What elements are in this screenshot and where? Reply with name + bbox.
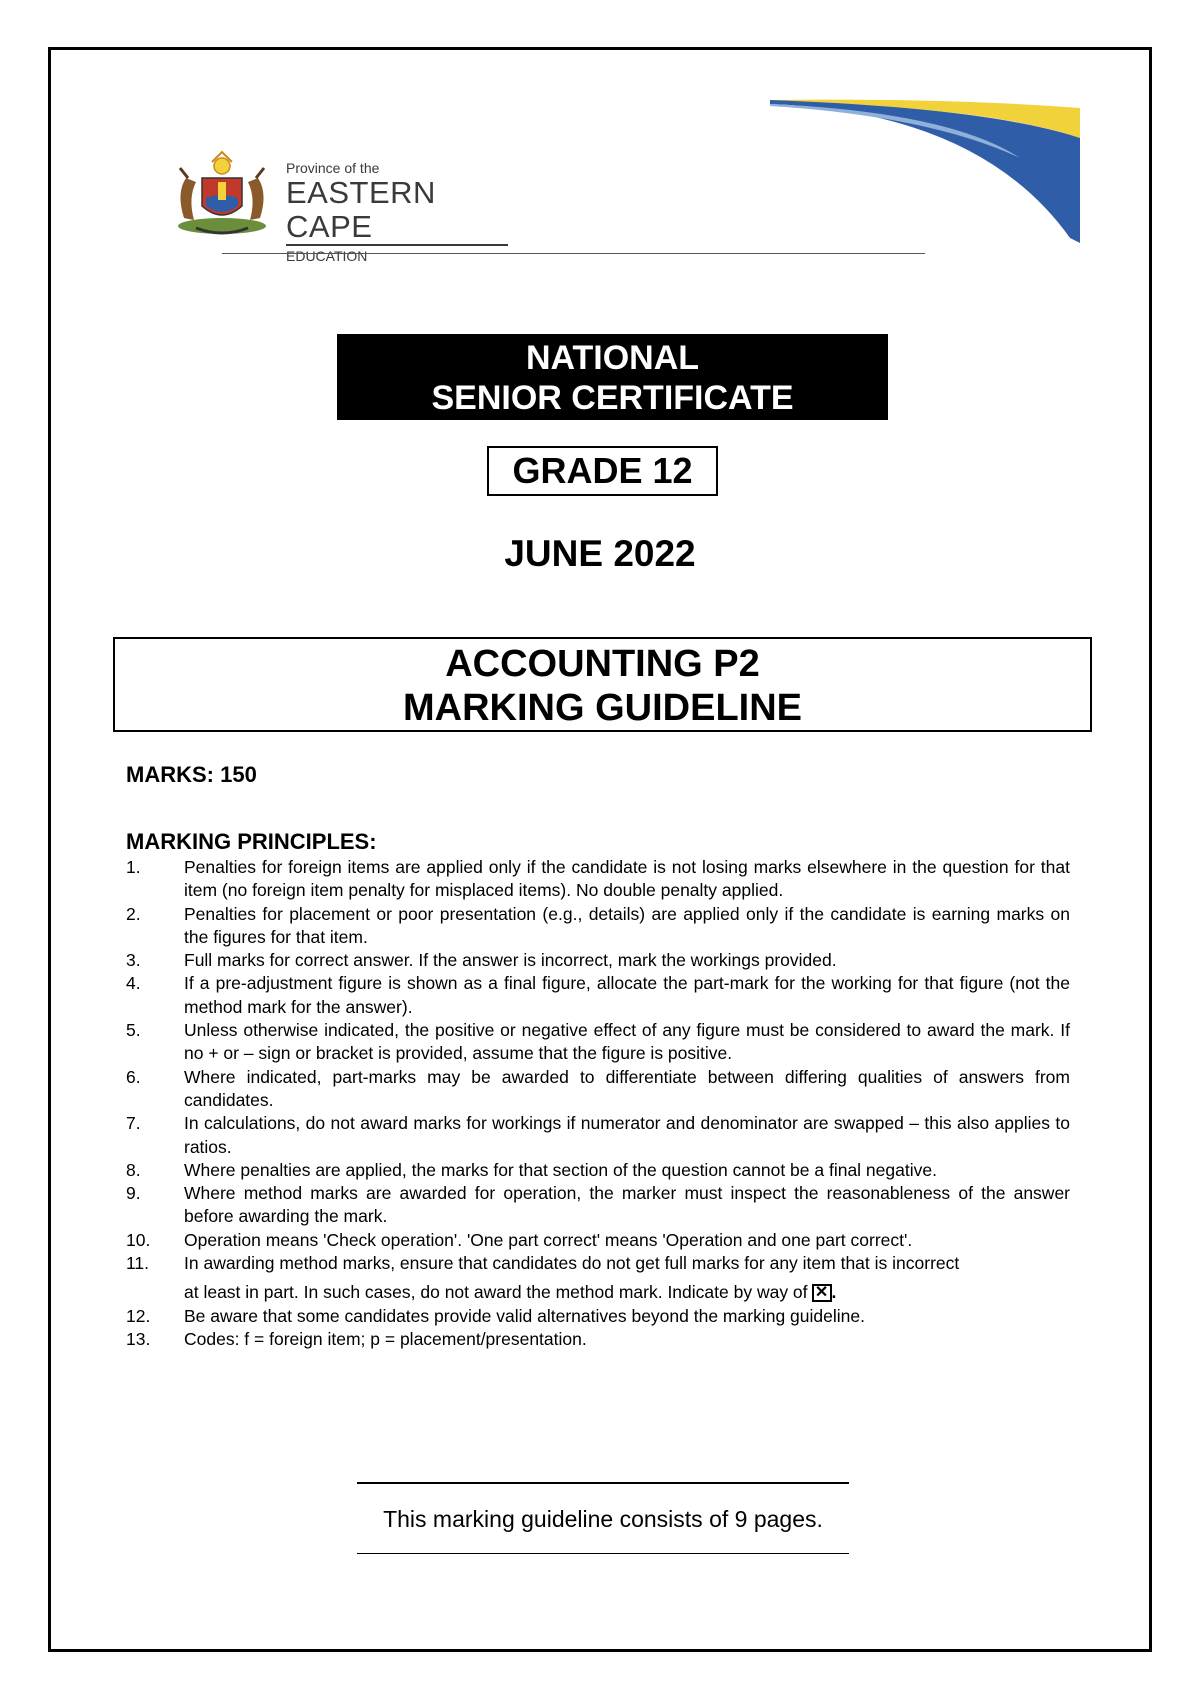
eastern-cape-logo — [166, 148, 511, 264]
principle-text: Full marks for correct answer. If the answer is incorrect, mark the workings provided. — [184, 950, 837, 971]
principle-item — [126, 972, 1070, 1019]
principle-text: Penalties for foreign items are applied only if the candidate is not losing marks elsewhere in the question for that item (no foreign item penalty for misplaced items). No double penalty applied. — [184, 857, 1070, 901]
principle-item — [126, 1305, 1070, 1328]
logo-province-text: Province of the — [286, 160, 380, 176]
subject-title-box — [113, 637, 1092, 732]
principle-text: Where indicated, part-marks may be awarded to differentiate between differing qualities of answers from candidates. — [184, 1066, 1070, 1110]
principle-item — [126, 903, 1070, 950]
principle-text: Codes: f = foreign item; p = placement/presentation. — [184, 1328, 587, 1349]
principle-text: Be aware that some candidates provide valid alternatives beyond the marking guideline. — [184, 1305, 865, 1326]
principle-number: 2. — [126, 903, 141, 924]
principle-item — [126, 1066, 1070, 1113]
principle-number: 13. — [126, 1328, 151, 1349]
subject-line-1: ACCOUNTING P2 — [445, 643, 760, 685]
principle-item — [126, 1252, 1070, 1305]
principle-item — [126, 1229, 1070, 1252]
principle-item — [126, 1182, 1070, 1229]
principle-number: 3. — [126, 950, 141, 971]
logo-province-name: EASTERN CAPE — [286, 175, 436, 244]
principle-text: If a pre-adjustment figure is shown as a final figure, allocate the part-mark for the working for that figure (not the method mark for the answer). — [184, 973, 1070, 1017]
principle-number: 8. — [126, 1159, 141, 1180]
principle-item — [126, 1159, 1070, 1182]
crossed-box-icon: ✕ — [812, 1284, 832, 1302]
principle-text: Penalties for placement or poor presentation (e.g., details) are applied only if the candidate is earning marks on the figures for that item. — [184, 903, 1070, 947]
principle-text: Unless otherwise indicated, the positive or negative effect of any figure must be considered to award the mark. If no + or – sign or bracket is provided, assume that the figure is positive. — [184, 1020, 1070, 1064]
principle-text: Where method marks are awarded for operation, the marker must inspect the reasonableness of the answer before awarding the mark. — [184, 1183, 1070, 1227]
header-swoosh-graphic — [770, 98, 1080, 243]
total-marks: MARKS: 150 — [126, 762, 257, 787]
principle-text: Operation means 'Check operation'. 'One part correct' means 'Operation and one part correct'. — [184, 1229, 913, 1250]
principle-number: 5. — [126, 1020, 141, 1041]
principles-heading: MARKING PRINCIPLES: — [126, 829, 377, 854]
principle-text: In calculations, do not award marks for workings if numerator and denominator are swapped – this also applies to ratios. — [184, 1113, 1070, 1157]
principle-item — [126, 856, 1070, 903]
principle-number: 7. — [126, 1113, 141, 1134]
principle-text: Where penalties are applied, the marks for that section of the question cannot be a final negative. — [184, 1159, 937, 1180]
principle-item — [126, 1328, 1070, 1351]
principle-number: 12. — [126, 1305, 151, 1326]
footer-divider-bottom — [357, 1553, 849, 1554]
subject-line-2: MARKING GUIDELINE — [403, 687, 802, 729]
principle-item — [126, 1112, 1070, 1159]
principle-number: 1. — [126, 857, 141, 877]
principle-number: 10. — [126, 1229, 151, 1250]
header-divider — [222, 253, 925, 254]
principle-item — [126, 949, 1070, 972]
principle-text-line-1: In awarding method marks, ensure that candidates do not get full marks for any item that is incorrect — [184, 1253, 960, 1274]
principle-number: 9. — [126, 1183, 141, 1204]
footer-divider-top — [357, 1482, 849, 1484]
principle-number: 6. — [126, 1066, 141, 1087]
banner-line-2: SENIOR CERTIFICATE — [431, 379, 794, 417]
banner-line-1: NATIONAL — [525, 339, 700, 377]
exam-date: JUNE 2022 — [504, 533, 696, 574]
coat-of-arms-icon — [166, 148, 278, 238]
principle-text-line-2: at least in part. In such cases, do not award the method mark. Indicate by way of — [184, 1282, 808, 1303]
principles-list — [126, 856, 1070, 1351]
principle-number: 11. — [126, 1253, 150, 1274]
principle-end-period: . — [831, 1282, 837, 1303]
page-count-note: This marking guideline consists of 9 pages. — [383, 1506, 823, 1532]
logo-department: EDUCATION — [286, 244, 508, 264]
grade-label: GRADE 12 — [487, 446, 718, 496]
principle-number: 4. — [126, 973, 141, 994]
principle-item — [126, 1019, 1070, 1066]
nsc-title-banner — [337, 334, 888, 420]
